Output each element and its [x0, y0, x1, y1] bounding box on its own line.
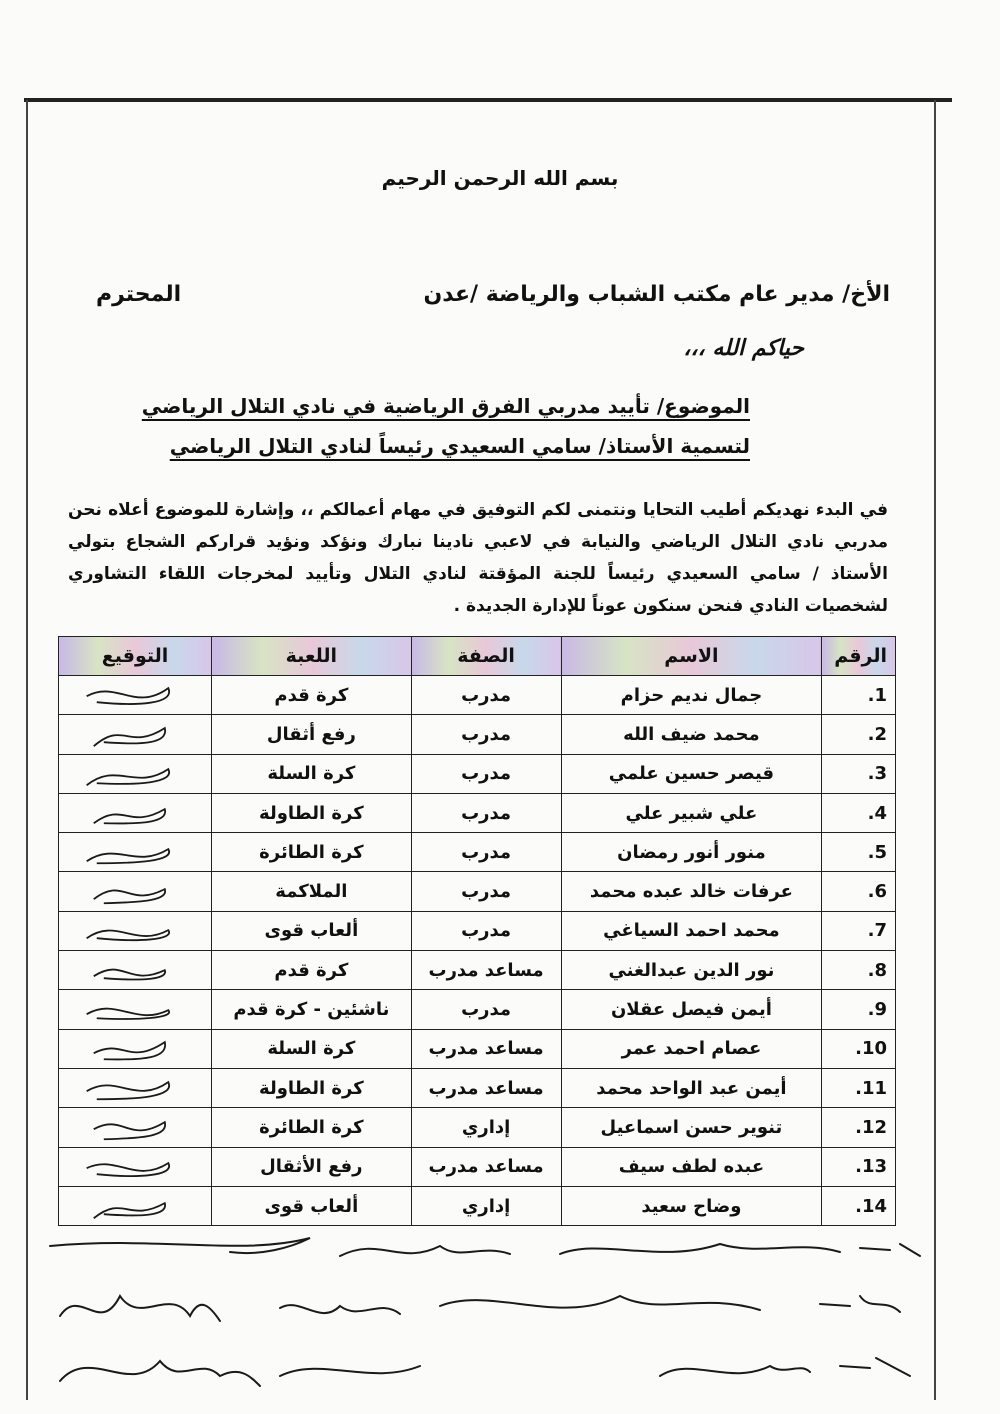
cell-sport: كرة قدم	[212, 676, 412, 715]
table-row	[59, 676, 896, 715]
header-sport: اللعبة	[212, 637, 412, 676]
table-row	[59, 715, 896, 754]
handwriting-stroke	[560, 1244, 840, 1254]
table-row	[59, 911, 896, 950]
signature-scribble	[59, 715, 211, 753]
cell-sport: ناشئين - كرة قدم	[212, 990, 412, 1029]
cell-sport: كرة الطاولة	[212, 793, 412, 832]
cell-name: عرفات خالد عبده محمد	[561, 872, 822, 911]
cell-sport: كرة السلة	[212, 1029, 412, 1068]
signature-scribble	[59, 872, 211, 910]
cell-number: 12.	[822, 1108, 896, 1147]
cell-signature	[59, 911, 212, 950]
cell-name: جمال نديم حزام	[561, 676, 822, 715]
signature-stroke	[94, 809, 165, 823]
basmala: بسم الله الرحمن الرحيم	[381, 166, 619, 190]
cell-role: مدرب	[411, 833, 561, 872]
signature-stroke	[94, 970, 165, 980]
signature-stroke	[94, 728, 165, 746]
handwriting-stroke	[860, 1244, 920, 1256]
table-row	[59, 1068, 896, 1107]
handwriting-stroke	[280, 1366, 420, 1376]
cell-role: مدرب	[411, 754, 561, 793]
recipient-line: الأخ/ مدير عام مكتب الشباب والرياضة /عدن	[423, 282, 890, 307]
cell-number: 1.	[822, 676, 896, 715]
handwriting-stroke	[280, 1305, 400, 1314]
signature-scribble	[59, 951, 211, 989]
cell-signature	[59, 872, 212, 911]
cell-sport: رفع الأثقال	[212, 1147, 412, 1186]
handwriting-stroke	[820, 1296, 900, 1312]
signatories-table	[58, 636, 896, 1226]
cell-role: مساعد مدرب	[411, 1147, 561, 1186]
signature-scribble	[59, 833, 211, 871]
cell-name: تنوير حسن اسماعيل	[561, 1108, 822, 1147]
cell-number: 2.	[822, 715, 896, 754]
cell-signature	[59, 1068, 212, 1107]
handwriting-stroke	[50, 1238, 310, 1253]
cell-number: 13.	[822, 1147, 896, 1186]
cell-role: مدرب	[411, 793, 561, 832]
signature-scribble	[59, 1148, 211, 1186]
cell-role: مساعد مدرب	[411, 1029, 561, 1068]
cell-signature	[59, 715, 212, 754]
table-row	[59, 833, 896, 872]
header-signature: التوقيع	[59, 637, 212, 676]
cell-number: 14.	[822, 1186, 896, 1225]
cell-role: إداري	[411, 1186, 561, 1225]
cell-sport: كرة السلة	[212, 754, 412, 793]
table-row	[59, 1029, 896, 1068]
cell-number: 6.	[822, 872, 896, 911]
cell-name: منور أنور رمضان	[561, 833, 822, 872]
signature-stroke	[87, 1163, 169, 1176]
header-role: الصفة	[411, 637, 561, 676]
header-number: الرقم	[822, 637, 896, 676]
cell-role: مساعد مدرب	[411, 1068, 561, 1107]
cell-number: 5.	[822, 833, 896, 872]
cell-sport: الملاكمة	[212, 872, 412, 911]
cell-role: مدرب	[411, 715, 561, 754]
cell-number: 9.	[822, 990, 896, 1029]
handwriting-stroke	[440, 1296, 760, 1310]
greeting: حياكم الله ،،،	[683, 336, 804, 361]
signature-stroke	[87, 1082, 169, 1099]
cell-number: 7.	[822, 911, 896, 950]
cell-name: أيمن فيصل عقلان	[561, 990, 822, 1029]
signature-scribble	[59, 755, 211, 793]
subject-line-1: الموضوع/ تأييد مدربي الفرق الرياضية في نادي التلال الرياضي	[141, 394, 750, 418]
cell-role: مدرب	[411, 676, 561, 715]
cell-signature	[59, 1147, 212, 1186]
signature-stroke	[87, 849, 169, 863]
respected-title: المحترم	[96, 282, 182, 307]
cell-signature	[59, 676, 212, 715]
signature-scribble	[59, 1187, 211, 1225]
signature-stroke	[94, 1203, 165, 1218]
table-row	[59, 1147, 896, 1186]
signature-stroke	[87, 769, 169, 785]
signature-scribble	[59, 1108, 211, 1146]
cell-number: 4.	[822, 793, 896, 832]
table-row	[59, 754, 896, 793]
table-row	[59, 1108, 896, 1147]
table-row	[59, 793, 896, 832]
cell-signature	[59, 1029, 212, 1068]
cell-signature	[59, 1108, 212, 1147]
cell-signature	[59, 833, 212, 872]
cell-sport: كرة الطاولة	[212, 1068, 412, 1107]
signature-stroke	[87, 688, 169, 704]
cell-number: 8.	[822, 951, 896, 990]
cell-signature	[59, 754, 212, 793]
signature-scribble	[59, 676, 211, 714]
table-body	[59, 676, 896, 1226]
signature-scribble	[59, 912, 211, 950]
cell-number: 10.	[822, 1029, 896, 1068]
handwritten-additions	[40, 1226, 940, 1406]
header-name: الاسم	[561, 637, 822, 676]
cell-name: نور الدين عبدالغني	[561, 951, 822, 990]
table-row	[59, 951, 896, 990]
table-row	[59, 1186, 896, 1225]
cell-number: 3.	[822, 754, 896, 793]
cell-sport: كرة قدم	[212, 951, 412, 990]
page-frame-right	[934, 100, 936, 1400]
table-row	[59, 990, 896, 1029]
cell-sport: ألعاب قوى	[212, 1186, 412, 1225]
page-frame-left	[26, 100, 28, 1400]
cell-sport: كرة الطائرة	[212, 833, 412, 872]
cell-sport: كرة الطائرة	[212, 1108, 412, 1147]
table-header-row	[59, 637, 896, 676]
cell-name: محمد ضيف الله	[561, 715, 822, 754]
cell-name: قيصر حسين علمي	[561, 754, 822, 793]
handwriting-stroke	[840, 1358, 910, 1376]
cell-role: مدرب	[411, 911, 561, 950]
letter-body: في البدء نهديكم أطيب التحايا ونتمنى لكم التوفيق في مهام أعمالكم ،، وإشارة للموضوع أعلاه نحن مدربي نادي التلال الرياضي والنيابة في لاعبي نادينا نبارك ونؤكد ونؤيد قراركم الشجاع بتولي الأستاذ / سامي السعيدي رئيساً للجنة المؤقتة لنادي التلال وتأييد لمخرجات اللقاء التشاوري لشخصيات النادي فنحن سنكون عوناً للإدارة الجديدة .	[68, 500, 888, 616]
cell-signature	[59, 951, 212, 990]
page-frame-top	[24, 98, 952, 102]
handwriting-stroke	[60, 1361, 260, 1386]
cell-role: مدرب	[411, 872, 561, 911]
signature-stroke	[87, 1009, 169, 1019]
handwriting-stroke	[60, 1296, 220, 1321]
signature-stroke	[94, 1042, 165, 1059]
cell-name: عصام احمد عمر	[561, 1029, 822, 1068]
cell-signature	[59, 793, 212, 832]
subject-line-2: لتسمية الأستاذ/ سامي السعيدي رئيساً لنادي التلال الرياضي	[169, 434, 750, 458]
cell-name: علي شبير علي	[561, 793, 822, 832]
cell-signature	[59, 1186, 212, 1225]
signature-stroke	[94, 1122, 165, 1139]
cell-sport: ألعاب قوى	[212, 911, 412, 950]
cell-sport: رفع أثقال	[212, 715, 412, 754]
signature-scribble	[59, 794, 211, 832]
cell-name: وضاح سعيد	[561, 1186, 822, 1225]
cell-number: 11.	[822, 1068, 896, 1107]
cell-name: عبده لطف سيف	[561, 1147, 822, 1186]
signature-scribble	[59, 1069, 211, 1107]
cell-name: محمد احمد السياغي	[561, 911, 822, 950]
cell-role: مساعد مدرب	[411, 951, 561, 990]
signature-scribble	[59, 990, 211, 1028]
signature-stroke	[87, 930, 169, 940]
handwriting-stroke	[340, 1246, 510, 1256]
cell-name: أيمن عبد الواحد محمد	[561, 1068, 822, 1107]
signature-stroke	[94, 890, 165, 904]
signature-scribble	[59, 1030, 211, 1068]
cell-role: مدرب	[411, 990, 561, 1029]
table-row	[59, 872, 896, 911]
cell-signature	[59, 990, 212, 1029]
cell-role: إداري	[411, 1108, 561, 1147]
handwriting-stroke	[660, 1366, 810, 1376]
